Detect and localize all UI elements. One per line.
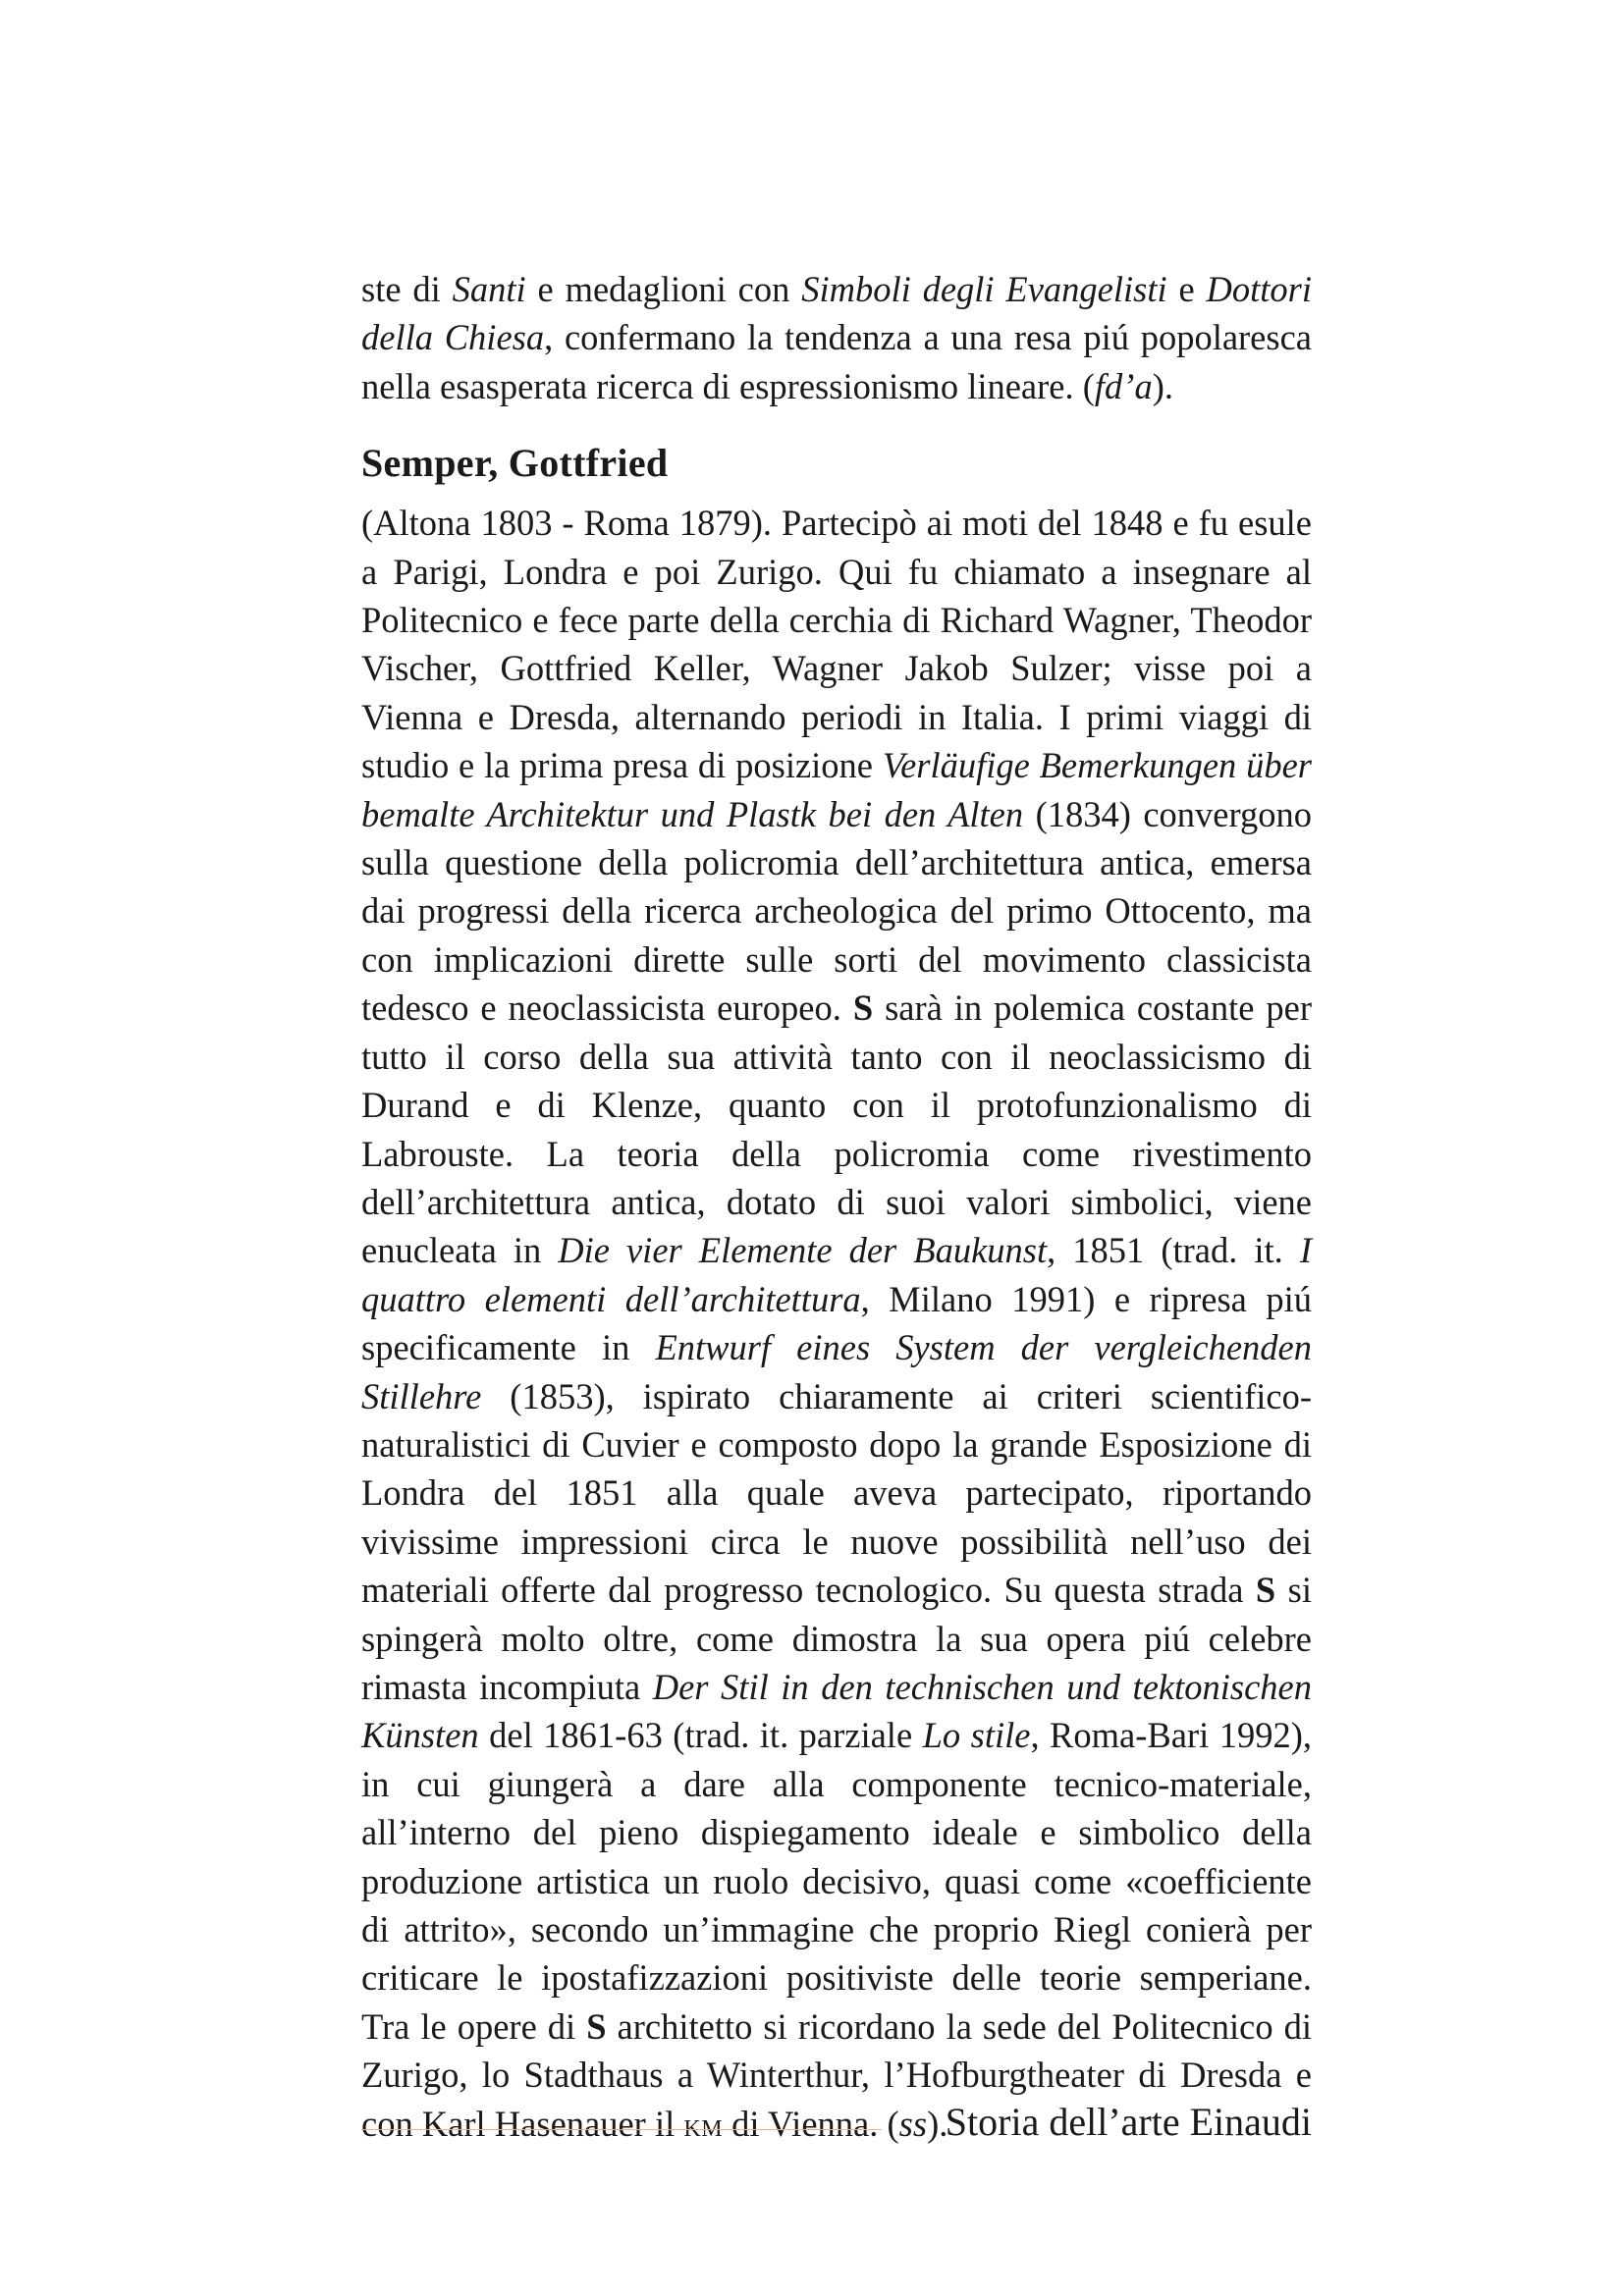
work-title: Entwurf eines System der vergleichenden Stillehre: [361, 1327, 1312, 1416]
entry-paragraph: [361, 499, 1312, 2150]
text-run: (Altona 1803 - Roma 1879). Partecipò ai moti del 1848 e fu esule a Parigi, Londra e poi Zurigo. Qui fu chiamato a insegnare al Politecnico e fece parte della cerchia di Richard Wagner, Theodor Vischer, Gottfried Keller, Wagner Jakob Sulzer; visse poi a Vienna e Dresda, alternando periodi in Italia. I primi viaggi di studio e la prima presa di posizione: [361, 503, 1312, 786]
subject-abbrev: S: [586, 2005, 607, 2047]
subject-abbrev: S: [1255, 1570, 1276, 1611]
work-title: Die vier Elemente der Baukunst: [558, 1230, 1048, 1271]
text-run: si spingerà molto oltre, come dimostra la sua opera piú celebre rimasta incompiuta: [361, 1570, 1312, 1707]
text-run: e: [1166, 269, 1207, 309]
text-run: architetto si ricordano la sede del Politecnico di Zurigo, lo Stadthaus a Winterthur, l’Hofburgtheater di Dresda e con Karl Hasenauer il: [361, 2005, 1312, 2144]
text-run: , Milano 1991) e ripresa piú specificamente in: [361, 1278, 1313, 1368]
text-run: , 1851 (trad. it.: [1047, 1230, 1300, 1271]
author-initials: fd’a: [1094, 365, 1153, 406]
text-run: del 1861-63 (trad. it. parziale: [478, 1715, 923, 1756]
italic-run: Santi: [452, 269, 526, 309]
text-run: ).: [927, 2103, 948, 2144]
text-run: sarà in polemica costante per tutto il corso della sua attività tanto con il neoclassicismo di Durand e di Klenze, quanto con il protofunzionalismo di Labrouste. La teoria della policromia come rivestimento dell’architettura antica, dotato di suoi valori simbolici, viene enucleata in: [361, 988, 1312, 1271]
work-title: Der Stil in den technischen und tektonischen Künsten: [361, 1666, 1312, 1756]
footer-rule: [361, 2129, 882, 2130]
italic-run: Simboli degli Evangelisti: [801, 269, 1167, 309]
text-run: (1834) convergono sulla questione della policromia dell’architettura antica, emersa dai progressi della ricerca archeologica del primo Ottocento, ma con implicazioni dirette sulle sorti del movimento classicista tedesco e neoclassicista europeo.: [361, 793, 1312, 1029]
page-footer: [361, 2093, 1312, 2152]
text-run: di Vienna. (: [723, 2103, 899, 2144]
intro-paragraph: [361, 265, 1312, 410]
author-initials: ss: [898, 2103, 928, 2144]
work-title: Verläufige Bemerkungen über bemalte Architektur und Plastk bei den Alten: [361, 745, 1313, 834]
footer-label: Storia dell’arte Einaudi: [945, 2100, 1312, 2144]
text-run: ste di: [361, 269, 453, 309]
italic-run: Dottori della Chiesa: [361, 269, 1313, 358]
page-body: [361, 265, 1312, 2150]
work-title: I quattro elementi dell’architettura: [361, 1230, 1312, 1319]
museum-abbrev: km: [683, 2107, 724, 2144]
text-run: e medaglioni con: [525, 269, 802, 309]
text-run: ).: [1152, 365, 1173, 406]
text-run: (1853), ispirato chiaramente ai criteri scientifico-naturalistici di Cuvier e composto dopo la grande Esposizione di Londra del 1851 alla quale aveva partecipato, riportando vivissime impressioni circa le nuove possibilità nell’uso dei materiali offerte dal progresso tecnologico. Su questa strada: [361, 1375, 1312, 1611]
entry-title: Semper, Gottfried: [361, 441, 669, 486]
work-title: Lo stile: [922, 1715, 1031, 1756]
text-run: , confermano la tendenza a una resa piú popolaresca nella esasperata ricerca di espressionismo lineare. (: [361, 317, 1312, 406]
subject-abbrev: S: [852, 988, 874, 1029]
text-run: , Roma-Bari 1992), in cui giungerà a dare alla componente tecnico-materiale, all’interno del pieno dispiegamento ideale e simbolico della produzione artistica un ruolo decisivo, quasi come «coefficiente di attrito», secondo un’immagine che proprio Riegl conierà per criticare le ipostafizzazioni positiviste delle teorie semperiane. Tra le opere di: [361, 1715, 1312, 2047]
